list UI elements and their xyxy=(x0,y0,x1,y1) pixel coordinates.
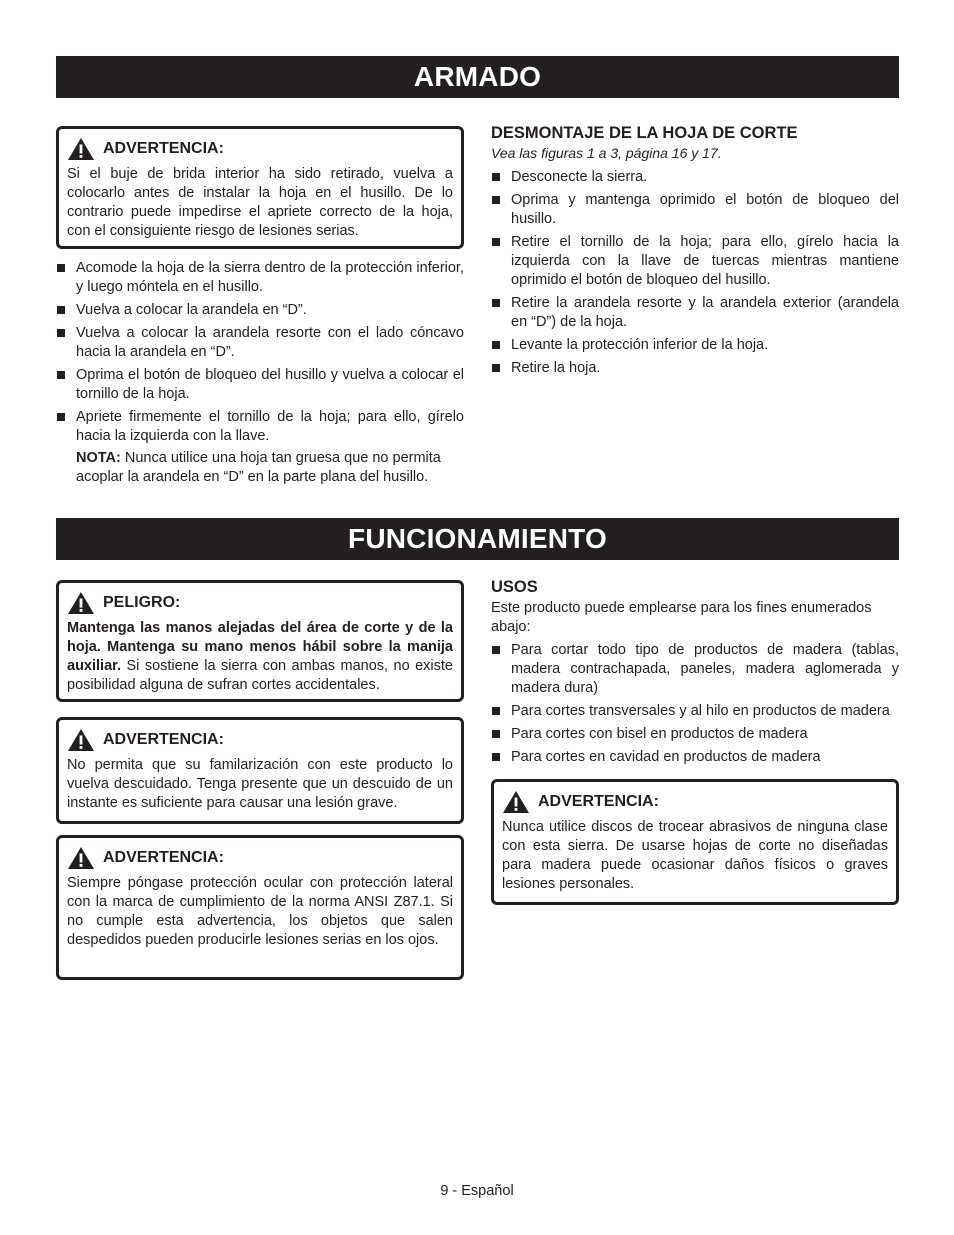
list-item-text: Para cortes en cavidad en productos de madera xyxy=(511,749,821,765)
bullet-square-icon xyxy=(57,371,65,379)
danger-box xyxy=(56,580,464,702)
warning-triangle-icon xyxy=(67,591,95,615)
list-item xyxy=(56,259,464,297)
armado-note xyxy=(56,449,464,487)
list-item-text: Desconecte la sierra. xyxy=(511,169,648,185)
bullet-square-icon xyxy=(492,753,500,761)
warning-heading-text: ADVERTENCIA: xyxy=(538,793,659,810)
warning-heading xyxy=(67,846,453,870)
list-item-text: Vuelva a colocar la arandela resorte con el lado cóncavo hacia la arandela en “D”. xyxy=(76,325,464,360)
bullet-square-icon xyxy=(57,306,65,314)
list-item-text: Levante la protección inferior de la hoja. xyxy=(511,337,769,353)
danger-heading-text: PELIGRO: xyxy=(103,594,181,611)
list-item xyxy=(491,168,899,187)
usos-list xyxy=(491,641,899,767)
warning-heading-text: ADVERTENCIA: xyxy=(103,140,224,157)
warning-triangle-icon xyxy=(502,790,530,814)
warning-heading xyxy=(67,728,453,752)
list-item-text: Oprima el botón de bloqueo del husillo y vuelva a colocar el tornillo de la hoja. xyxy=(76,367,464,402)
removal-steps-list xyxy=(491,168,899,378)
page-number: 9 - Español xyxy=(440,1183,514,1199)
list-item xyxy=(491,233,899,290)
list-item xyxy=(491,191,899,229)
list-item xyxy=(56,301,464,320)
bullet-square-icon xyxy=(492,730,500,738)
danger-body xyxy=(67,619,453,695)
armado-steps-list xyxy=(56,259,464,446)
warning-body: Si el buje de brida interior ha sido retirado, vuelva a colocarlo antes de instalar la hoja en el husillo. De lo contrario puede impedirse el apriete correcto de la hoja, con el consiguiente riesgo de lesiones serias. xyxy=(67,166,453,239)
danger-heading xyxy=(67,591,453,615)
warning-heading-text: ADVERTENCIA: xyxy=(103,731,224,748)
armado-left-column xyxy=(56,126,464,487)
bullet-square-icon xyxy=(492,707,500,715)
armado-heading: ARMADO xyxy=(56,56,899,98)
warning-box-familiarization xyxy=(56,717,464,824)
list-item-text: Retire la hoja. xyxy=(511,360,601,376)
note-text: Nunca utilice una hoja tan gruesa que no permita acoplar la arandela en “D” en la parte plana del husillo. xyxy=(76,450,441,485)
bullet-square-icon xyxy=(492,299,500,307)
bullet-square-icon xyxy=(492,196,500,204)
warning-heading-text: ADVERTENCIA: xyxy=(103,849,224,866)
warning-triangle-icon xyxy=(67,728,95,752)
usos-title: USOS xyxy=(491,578,538,596)
warning-body: No permita que su familarización con este producto lo vuelva descuidado. Tenga presente que un descuido de un instante es suficiente para causar una lesión grave. xyxy=(67,757,453,811)
list-item xyxy=(491,359,899,378)
danger-bold-text: Mantenga las manos alejadas del área de corte y de la hoja. Mantenga su mano menos hábil sobre la manija auxiliar. xyxy=(67,620,453,674)
removal-subtitle: Vea las figuras 1 a 3, página 16 y 17. xyxy=(491,145,722,161)
warning-body: Siempre póngase protección ocular con protección lateral con la marca de cumplimiento de la norma ANSI Z87.1. Si no cumple esta advertencia, los objetos que salen despedidos pueden producirle lesiones serias en los ojos. xyxy=(67,875,453,948)
list-item xyxy=(491,748,899,767)
list-item xyxy=(491,294,899,332)
bullet-square-icon xyxy=(57,264,65,272)
bullet-square-icon xyxy=(57,329,65,337)
danger-text: Si sostiene la sierra con ambas manos, no existe posibilidad alguna de sufran cortes accidentales. xyxy=(67,658,453,693)
list-item-text: Oprima y mantenga oprimido el botón de bloqueo del husillo. xyxy=(511,192,899,227)
bullet-square-icon xyxy=(492,238,500,246)
list-item-text: Retire el tornillo de la hoja; para ello, gírelo hacia la izquierda con la llave de tuercas mientras mantiene oprimido el botón de bloqueo del husillo. xyxy=(511,234,899,288)
list-item-text: Para cortes con bisel en productos de madera xyxy=(511,726,808,742)
list-item-text: Apriete firmemente el tornillo de la hoja; para ello, gírelo hacia la izquierda con la llave. xyxy=(76,409,464,444)
funcionamiento-left-column xyxy=(56,580,464,980)
bullet-square-icon xyxy=(492,173,500,181)
list-item xyxy=(56,408,464,446)
list-item xyxy=(491,641,899,698)
list-item-text: Para cortar todo tipo de productos de madera (tablas, madera contrachapada, paneles, madera aglomerada y madera dura) xyxy=(511,642,899,696)
warning-heading xyxy=(502,790,888,814)
list-item-text: Para cortes transversales y al hilo en productos de madera xyxy=(511,703,890,719)
removal-column xyxy=(491,124,899,382)
list-item xyxy=(491,702,899,721)
warning-box-abrasive-discs xyxy=(491,779,899,905)
bullet-square-icon xyxy=(492,646,500,654)
list-item-text: Vuelva a colocar la arandela en “D”. xyxy=(76,302,307,318)
removal-title: DESMONTAJE DE LA HOJA DE CORTE xyxy=(491,124,798,142)
armado-warning-box xyxy=(56,126,464,249)
bullet-square-icon xyxy=(492,364,500,372)
usos-intro: Este producto puede emplearse para los fines enumerados abajo: xyxy=(491,600,872,635)
warning-triangle-icon xyxy=(67,137,95,161)
list-item xyxy=(491,725,899,744)
list-item xyxy=(56,366,464,404)
funcionamiento-heading: FUNCIONAMIENTO xyxy=(56,518,899,560)
warning-triangle-icon xyxy=(67,846,95,870)
list-item-text: Retire la arandela resorte y la arandela exterior (arandela en “D”) de la hoja. xyxy=(511,295,899,330)
list-item xyxy=(491,336,899,355)
note-label: NOTA: xyxy=(76,450,121,466)
usos-column xyxy=(491,578,899,905)
warning-heading xyxy=(67,137,453,161)
bullet-square-icon xyxy=(492,341,500,349)
list-item xyxy=(56,324,464,362)
list-item-text: Acomode la hoja de la sierra dentro de la protección inferior, y luego móntela en el husillo. xyxy=(76,260,464,295)
warning-body: Nunca utilice discos de trocear abrasivos de ninguna clase con esta sierra. De usarse hojas de corte no diseñadas para madera puede ocasionar daños físicos o graves lesiones personales. xyxy=(502,819,888,892)
bullet-square-icon xyxy=(57,413,65,421)
warning-box-eye-protection xyxy=(56,835,464,980)
